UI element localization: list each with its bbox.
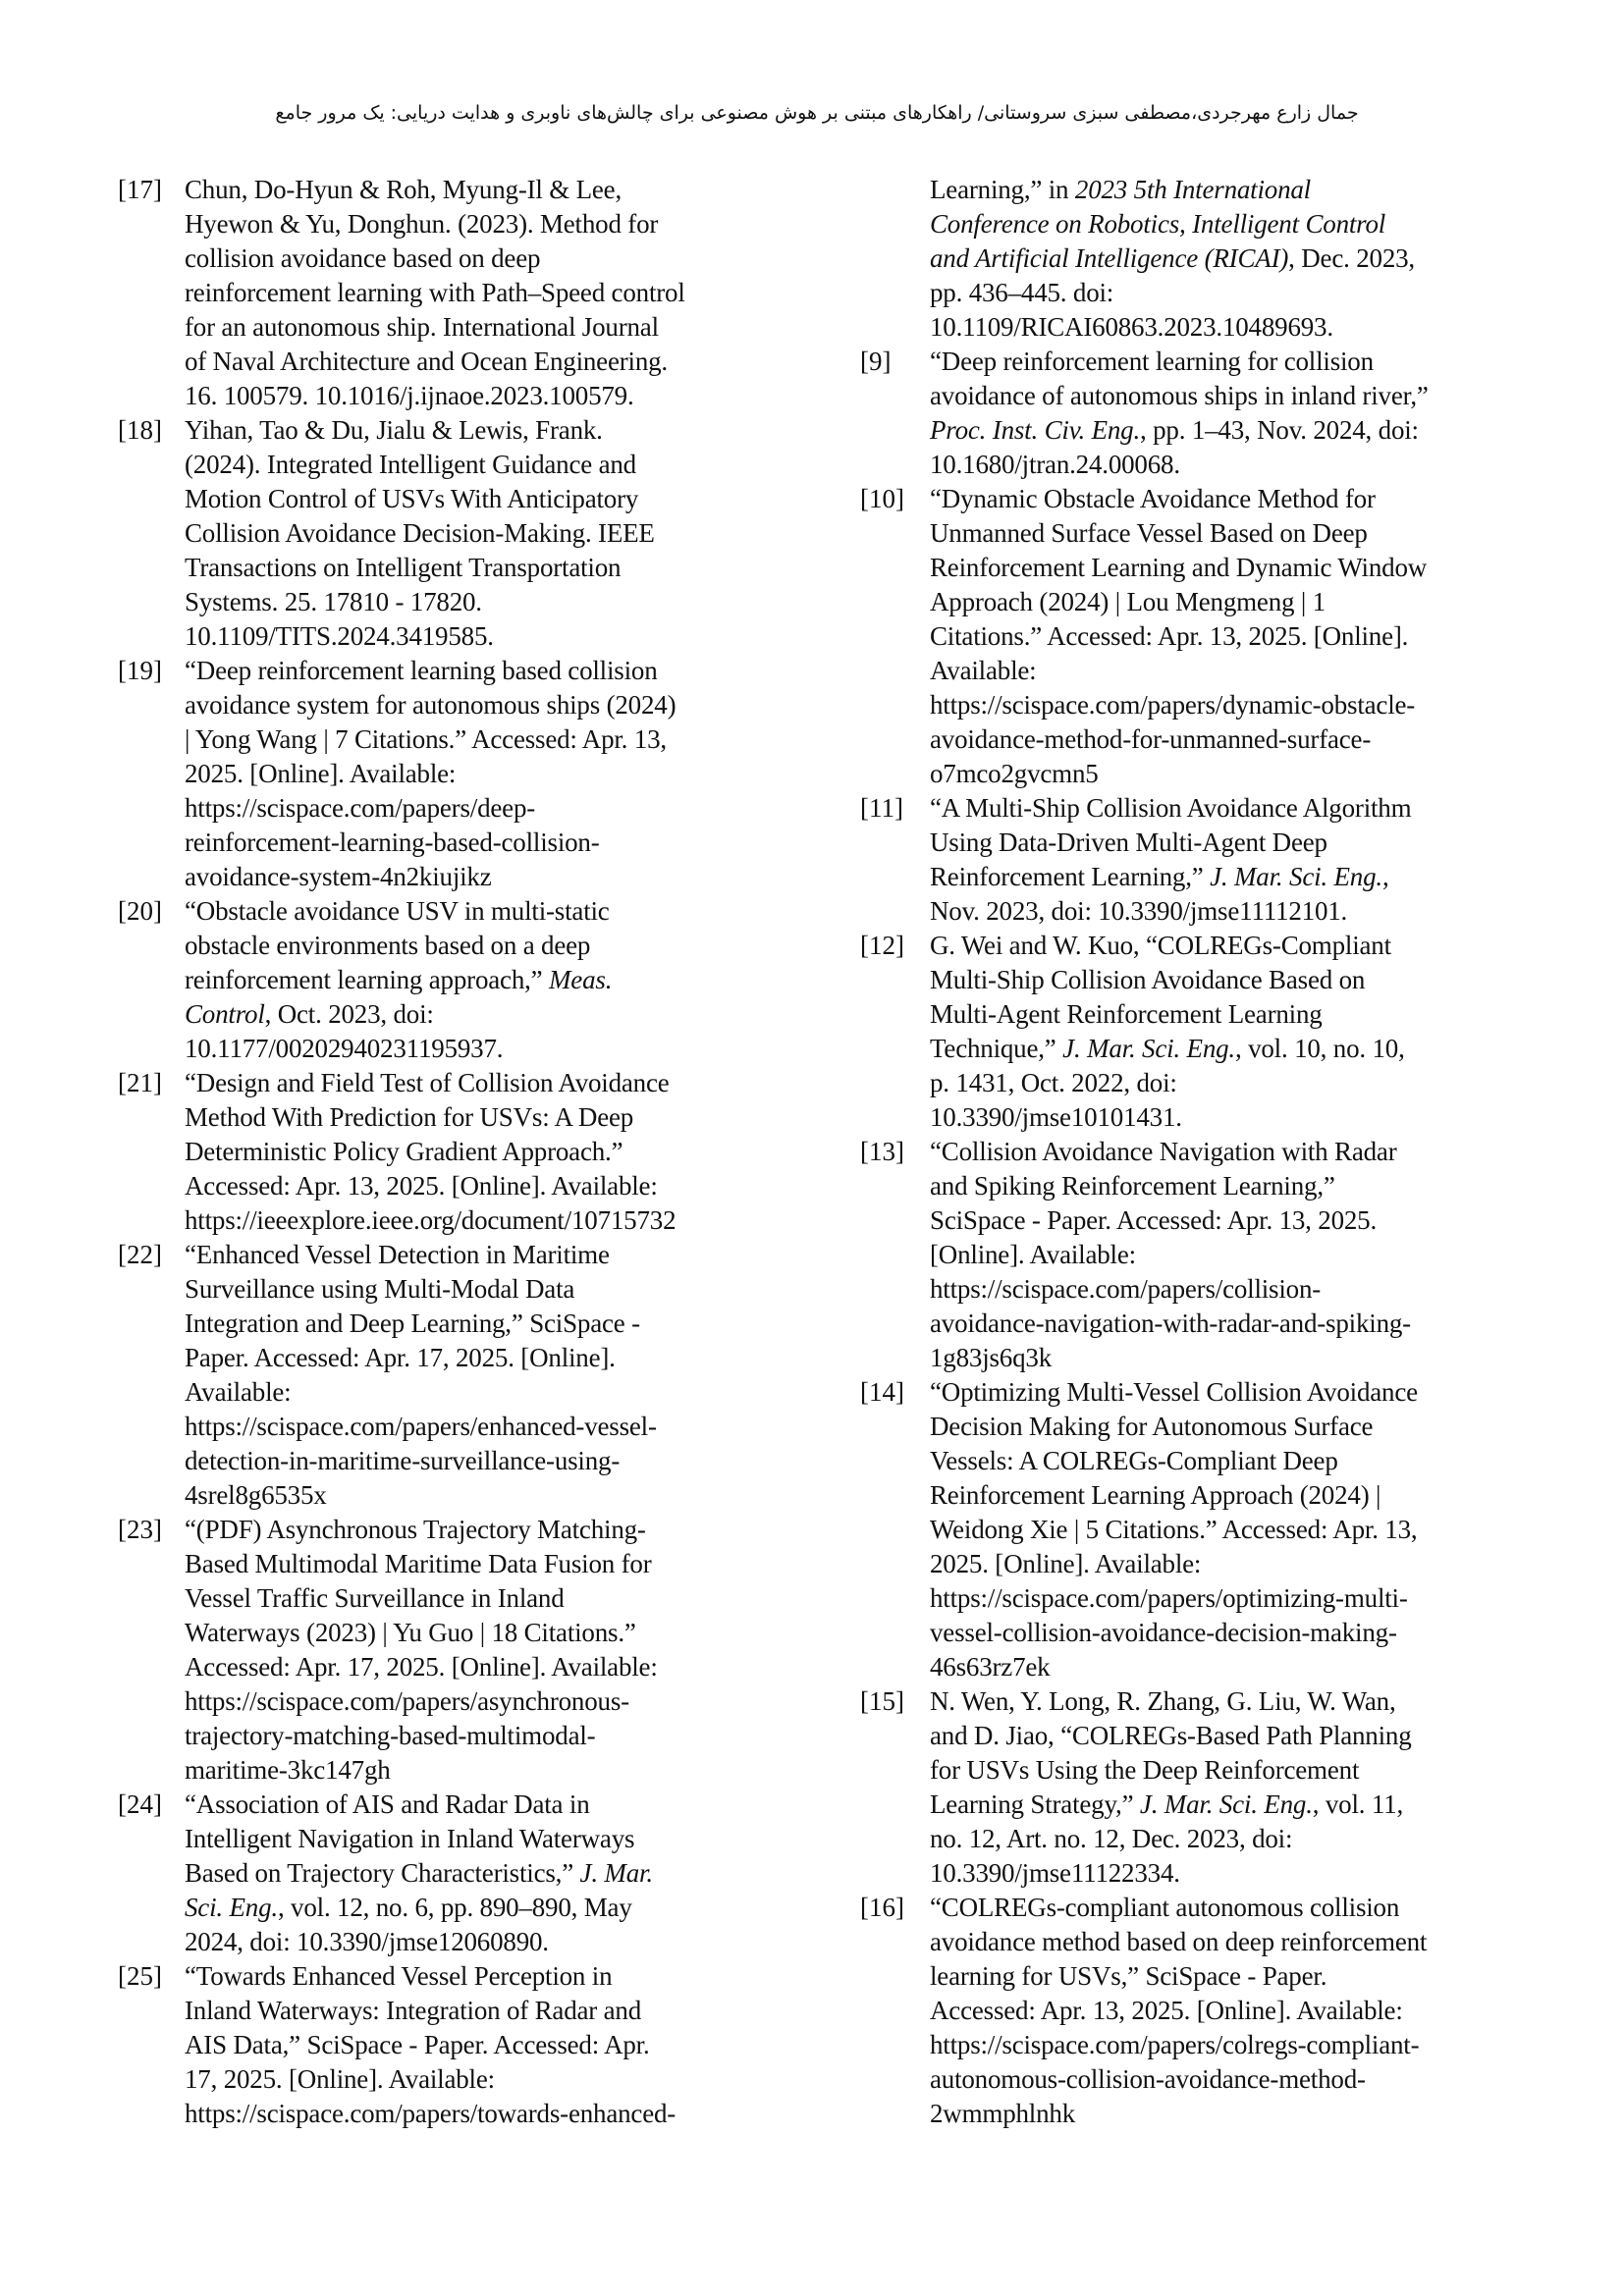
- reference-line: Transactions on Intelligent Transportation: [185, 553, 622, 582]
- italic-text-run: J. Mar. Sci. Eng.: [1210, 862, 1382, 891]
- reference-line: AIS Data,” SciSpace - Paper. Accessed: Apr.: [185, 2030, 650, 2059]
- reference-number: [11]: [860, 793, 903, 823]
- reference-line: “Collision Avoidance Navigation with Radar: [930, 1137, 1397, 1166]
- reference-line: and D. Jiao, “COLREGs-Based Path Planning: [930, 1721, 1412, 1750]
- reference-line: Multi-Agent Reinforcement Learning: [930, 999, 1323, 1029]
- reference-line: https://scispace.com/papers/colregs-compliant-: [930, 2030, 1420, 2059]
- reference-text: [930, 1891, 1547, 2131]
- reference-text: [930, 345, 1547, 482]
- italic-text-run: Conference on Robotics, Intelligent Control: [930, 209, 1386, 239]
- text-run: ,: [1381, 862, 1389, 891]
- reference-number: [17]: [118, 175, 162, 204]
- reference-number: [15]: [860, 1686, 904, 1716]
- text-run: , vol. 11,: [1312, 1789, 1403, 1819]
- reference-line: Paper. Accessed: Apr. 17, 2025. [Online].: [185, 1343, 616, 1372]
- reference-line: G. Wei and W. Kuo, “COLREGs-Compliant: [930, 931, 1391, 960]
- reference-number: [12]: [860, 931, 904, 960]
- text-run: Learning,” in: [930, 175, 1075, 204]
- reference-line: Accessed: Apr. 13, 2025. [Online]. Available:: [930, 1996, 1403, 2025]
- reference-number: [16]: [860, 1893, 904, 1922]
- reference-line: Multi-Ship Collision Avoidance Based on: [930, 965, 1366, 994]
- reference-entry: [860, 929, 1547, 1135]
- reference-line: N. Wen, Y. Long, R. Zhang, G. Liu, W. Wan,: [930, 1686, 1396, 1716]
- reference-line: 1g83js6q3k: [930, 1343, 1053, 1372]
- reference-line: [Online]. Available:: [930, 1240, 1136, 1269]
- reference-entry: [860, 791, 1547, 929]
- reference-line: “Towards Enhanced Vessel Perception in: [185, 1961, 613, 1991]
- reference-line: https://scispace.com/papers/deep-: [185, 793, 536, 823]
- reference-text: [185, 173, 805, 413]
- reference-text: [185, 894, 805, 1066]
- reference-entry: [860, 1891, 1547, 2131]
- text-run: Technique,”: [930, 1034, 1063, 1063]
- reference-entry: [860, 1684, 1547, 1891]
- reference-line: p. 1431, Oct. 2022, doi:: [930, 1068, 1177, 1097]
- reference-entry: [860, 345, 1547, 482]
- reference-line: pp. 436–445. doi:: [930, 278, 1114, 307]
- reference-line: 10.1177/00202940231195937.: [185, 1034, 504, 1063]
- italic-text-run: J. Mar. Sci. Eng.: [1062, 1034, 1235, 1063]
- reference-line: Waterways (2023) | Yu Guo | 18 Citations.”: [185, 1618, 636, 1647]
- reference-line: [930, 860, 1547, 894]
- reference-entry: [118, 173, 805, 413]
- italic-text-run: Meas.: [549, 965, 613, 994]
- reference-line: 17, 2025. [Online]. Available:: [185, 2064, 495, 2094]
- reference-text: [930, 482, 1547, 791]
- reference-line: 2024, doi: 10.3390/jmse12060890.: [185, 1927, 549, 1956]
- reference-line: “COLREGs-compliant autonomous collision: [930, 1893, 1400, 1922]
- reference-line: Decision Making for Autonomous Surface: [930, 1412, 1374, 1441]
- reference-text: [185, 654, 805, 894]
- reference-line: “A Multi-Ship Collision Avoidance Algorithm: [930, 793, 1412, 823]
- reference-text: [930, 1684, 1547, 1891]
- reference-column-left: [118, 173, 805, 2131]
- reference-number: [18]: [118, 415, 162, 445]
- italic-text-run: Control: [185, 999, 265, 1029]
- reference-number: [22]: [118, 1240, 162, 1269]
- reference-line: https://scispace.com/papers/enhanced-vessel-: [185, 1412, 657, 1441]
- reference-line: detection-in-maritime-surveillance-using-: [185, 1446, 621, 1475]
- reference-line: Chun, Do-Hyun & Roh, Myung-Il & Lee,: [185, 175, 623, 204]
- reference-line: [930, 173, 1547, 207]
- reference-line: | Yong Wang | 7 Citations.” Accessed: Apr. 13,: [185, 724, 667, 754]
- reference-line: 10.1680/jtran.24.00068.: [930, 450, 1180, 479]
- reference-line: Based Multimodal Maritime Data Fusion for: [185, 1549, 652, 1578]
- reference-line: Available:: [185, 1377, 292, 1407]
- reference-line: autonomous-collision-avoidance-method-: [930, 2064, 1366, 2094]
- reference-text: [930, 929, 1547, 1135]
- text-run: , vol. 10, no. 10,: [1234, 1034, 1405, 1063]
- reference-line: 46s63rz7ek: [930, 1652, 1051, 1682]
- reference-line: “Association of AIS and Radar Data in: [185, 1789, 590, 1819]
- reference-text: [930, 173, 1547, 345]
- reference-text: [185, 1513, 805, 1788]
- reference-line: Reinforcement Learning Approach (2024) |: [930, 1480, 1381, 1510]
- reference-line: avoidance-system-4n2kiujikz: [185, 862, 492, 891]
- italic-text-run: J. Mar.: [579, 1858, 653, 1888]
- reference-line: https://scispace.com/papers/towards-enhanced-: [185, 2099, 677, 2128]
- reference-line: avoidance-method-for-unmanned-surface-: [930, 724, 1372, 754]
- reference-line: Intelligent Navigation in Inland Waterways: [185, 1824, 635, 1853]
- reference-text: [185, 1788, 805, 1959]
- reference-number: [20]: [118, 896, 162, 926]
- reference-line: 2wmmphlnhk: [930, 2099, 1076, 2128]
- reference-text: [185, 1066, 805, 1238]
- text-run: reinforcement learning approach,”: [185, 965, 550, 994]
- reference-line: [930, 413, 1547, 448]
- reference-entry: [118, 1788, 805, 1959]
- reference-text: [930, 1375, 1547, 1684]
- reference-entry: [118, 1513, 805, 1788]
- reference-line: for USVs Using the Deep Reinforcement: [930, 1755, 1360, 1785]
- reference-line: [930, 207, 1547, 241]
- reference-column-right: [860, 173, 1547, 2131]
- reference-line: Inland Waterways: Integration of Radar and: [185, 1996, 642, 2025]
- reference-line: of Naval Architecture and Ocean Engineering.: [185, 347, 668, 376]
- reference-line: vessel-collision-avoidance-decision-making-: [930, 1618, 1397, 1647]
- reference-line: [185, 1891, 805, 1925]
- reference-line: (2024). Integrated Intelligent Guidance and: [185, 450, 636, 479]
- reference-line: “(PDF) Asynchronous Trajectory Matching-: [185, 1515, 646, 1544]
- reference-line: https://scispace.com/papers/collision-: [930, 1274, 1322, 1304]
- text-run: , vol. 12, no. 6, pp. 890–890, May: [277, 1893, 632, 1922]
- reference-line: [185, 997, 805, 1032]
- reference-line: [930, 1788, 1547, 1822]
- reference-line: Citations.” Accessed: Apr. 13, 2025. [Online].: [930, 621, 1409, 651]
- reference-number: [10]: [860, 484, 904, 513]
- reference-line: o7mco2gvcmn5: [930, 759, 1099, 788]
- reference-line: https://scispace.com/papers/asynchronous-: [185, 1686, 629, 1716]
- text-run: Based on Trajectory Characteristics,”: [185, 1858, 580, 1888]
- reference-line: Reinforcement Learning and Dynamic Window: [930, 553, 1428, 582]
- reference-line: maritime-3kc147gh: [185, 1755, 391, 1785]
- reference-entry: [860, 1375, 1547, 1684]
- text-run: Reinforcement Learning,”: [930, 862, 1211, 891]
- reference-line: 2025. [Online]. Available:: [185, 759, 457, 788]
- reference-line: Approach (2024) | Lou Mengmeng | 1: [930, 587, 1326, 616]
- reference-entry: [860, 482, 1547, 791]
- italic-text-run: J. Mar. Sci. Eng.: [1139, 1789, 1313, 1819]
- reference-text: [185, 1238, 805, 1513]
- reference-entry: [118, 1959, 805, 2131]
- reference-entry: [860, 173, 1547, 345]
- reference-line: reinforcement-learning-based-collision-: [185, 828, 600, 857]
- reference-line: Method With Prediction for USVs: A Deep: [185, 1102, 634, 1132]
- reference-line: avoidance-navigation-with-radar-and-spiking-: [930, 1308, 1411, 1338]
- reference-line: Accessed: Apr. 17, 2025. [Online]. Available:: [185, 1652, 658, 1682]
- reference-entry: [118, 1238, 805, 1513]
- reference-line: reinforcement learning with Path–Speed control: [185, 278, 685, 307]
- running-header: جمال زارع مهرجردی،مصطفی سبزی سروستانی/ راهکارهای مبتنی بر هوش مصنوعی برای چالش‌های ناوبری و هدایت دریایی: یک مرور جامع: [275, 102, 1359, 124]
- reference-line: 16. 100579. 10.1016/j.ijnaoe.2023.100579.: [185, 381, 634, 410]
- reference-line: avoidance of autonomous ships in inland river,”: [930, 381, 1429, 410]
- reference-number: [25]: [118, 1961, 162, 1991]
- reference-line: [185, 1856, 805, 1891]
- reference-line: “Enhanced Vessel Detection in Maritime: [185, 1240, 610, 1269]
- reference-line: trajectory-matching-based-multimodal-: [185, 1721, 596, 1750]
- reference-line: https://ieeexplore.ieee.org/document/10715732: [185, 1205, 677, 1235]
- italic-text-run: and Artificial Intelligence (RICAI): [930, 243, 1289, 273]
- reference-line: Systems. 25. 17810 - 17820.: [185, 587, 482, 616]
- reference-line: “Deep reinforcement learning based collision: [185, 656, 658, 685]
- reference-line: Available:: [930, 656, 1037, 685]
- reference-line: Vessel Traffic Surveillance in Inland: [185, 1583, 565, 1613]
- reference-line: Collision Avoidance Decision-Making. IEEE: [185, 518, 655, 548]
- text-run: , Oct. 2023, doi:: [264, 999, 434, 1029]
- reference-line: “Dynamic Obstacle Avoidance Method for: [930, 484, 1376, 513]
- reference-entry: [118, 413, 805, 654]
- reference-entry: [860, 1135, 1547, 1375]
- reference-line: Using Data-Driven Multi-Agent Deep: [930, 828, 1327, 857]
- reference-line: 10.1109/RICAI60863.2023.10489693.: [930, 312, 1333, 342]
- reference-line: Weidong Xie | 5 Citations.” Accessed: Apr. 13,: [930, 1515, 1418, 1544]
- reference-line: Hyewon & Yu, Donghun. (2023). Method for: [185, 209, 659, 239]
- reference-line: obstacle environments based on a deep: [185, 931, 591, 960]
- italic-text-run: 2023 5th International: [1074, 175, 1311, 204]
- reference-line: Yihan, Tao & Du, Jialu & Lewis, Frank.: [185, 415, 603, 445]
- reference-line: for an autonomous ship. International Journal: [185, 312, 659, 342]
- reference-line: avoidance system for autonomous ships (2024): [185, 690, 677, 720]
- text-run: , Dec. 2023,: [1288, 243, 1415, 273]
- reference-line: “Obstacle avoidance USV in multi-static: [185, 896, 610, 926]
- text-run: Learning Strategy,”: [930, 1789, 1140, 1819]
- reference-entry: [118, 894, 805, 1066]
- text-run: , pp. 1–43, Nov. 2024, doi:: [1140, 415, 1419, 445]
- reference-line: SciSpace - Paper. Accessed: Apr. 13, 2025.: [930, 1205, 1378, 1235]
- reference-line: https://scispace.com/papers/dynamic-obstacle-: [930, 690, 1416, 720]
- reference-text: [185, 1959, 805, 2131]
- reference-line: Vessels: A COLREGs-Compliant Deep: [930, 1446, 1338, 1475]
- reference-line: Surveillance using Multi-Modal Data: [185, 1274, 575, 1304]
- reference-line: Motion Control of USVs With Anticipatory: [185, 484, 639, 513]
- reference-line: Unmanned Surface Vessel Based on Deep: [930, 518, 1368, 548]
- reference-number: [21]: [118, 1068, 162, 1097]
- reference-line: no. 12, Art. no. 12, Dec. 2023, doi:: [930, 1824, 1293, 1853]
- italic-text-run: Proc. Inst. Civ. Eng.: [930, 415, 1141, 445]
- reference-line: 10.3390/jmse10101431.: [930, 1102, 1182, 1132]
- reference-line: Accessed: Apr. 13, 2025. [Online]. Available:: [185, 1171, 658, 1201]
- reference-line: [185, 963, 805, 997]
- reference-number: [19]: [118, 656, 162, 685]
- reference-line: [930, 1032, 1547, 1066]
- reference-line: [930, 241, 1547, 276]
- reference-line: avoidance method based on deep reinforcement: [930, 1927, 1428, 1956]
- reference-line: Nov. 2023, doi: 10.3390/jmse11112101.: [930, 896, 1348, 926]
- reference-line: 2025. [Online]. Available:: [930, 1549, 1202, 1578]
- reference-number: [9]: [860, 347, 892, 376]
- reference-entry: [118, 654, 805, 894]
- reference-text: [930, 791, 1547, 929]
- reference-text: [930, 1135, 1547, 1375]
- reference-line: and Spiking Reinforcement Learning,”: [930, 1171, 1335, 1201]
- reference-number: [24]: [118, 1789, 162, 1819]
- reference-text: [185, 413, 805, 654]
- italic-text-run: Sci. Eng.: [185, 1893, 278, 1922]
- reference-line: learning for USVs,” SciSpace - Paper.: [930, 1961, 1327, 1991]
- reference-entry: [118, 1066, 805, 1238]
- reference-line: “Optimizing Multi-Vessel Collision Avoidance: [930, 1377, 1418, 1407]
- reference-line: collision avoidance based on deep: [185, 243, 541, 273]
- reference-number: [13]: [860, 1137, 904, 1166]
- reference-line: “Design and Field Test of Collision Avoidance: [185, 1068, 670, 1097]
- reference-line: Integration and Deep Learning,” SciSpace -: [185, 1308, 640, 1338]
- reference-number: [14]: [860, 1377, 904, 1407]
- reference-line: 10.3390/jmse11122334.: [930, 1858, 1180, 1888]
- reference-line: 4srel8g6535x: [185, 1480, 327, 1510]
- reference-line: 10.1109/TITS.2024.3419585.: [185, 621, 494, 651]
- reference-line: https://scispace.com/papers/optimizing-multi-: [930, 1583, 1408, 1613]
- reference-line: “Deep reinforcement learning for collision: [930, 347, 1374, 376]
- reference-number: [23]: [118, 1515, 162, 1544]
- reference-line: Deterministic Policy Gradient Approach.”: [185, 1137, 623, 1166]
